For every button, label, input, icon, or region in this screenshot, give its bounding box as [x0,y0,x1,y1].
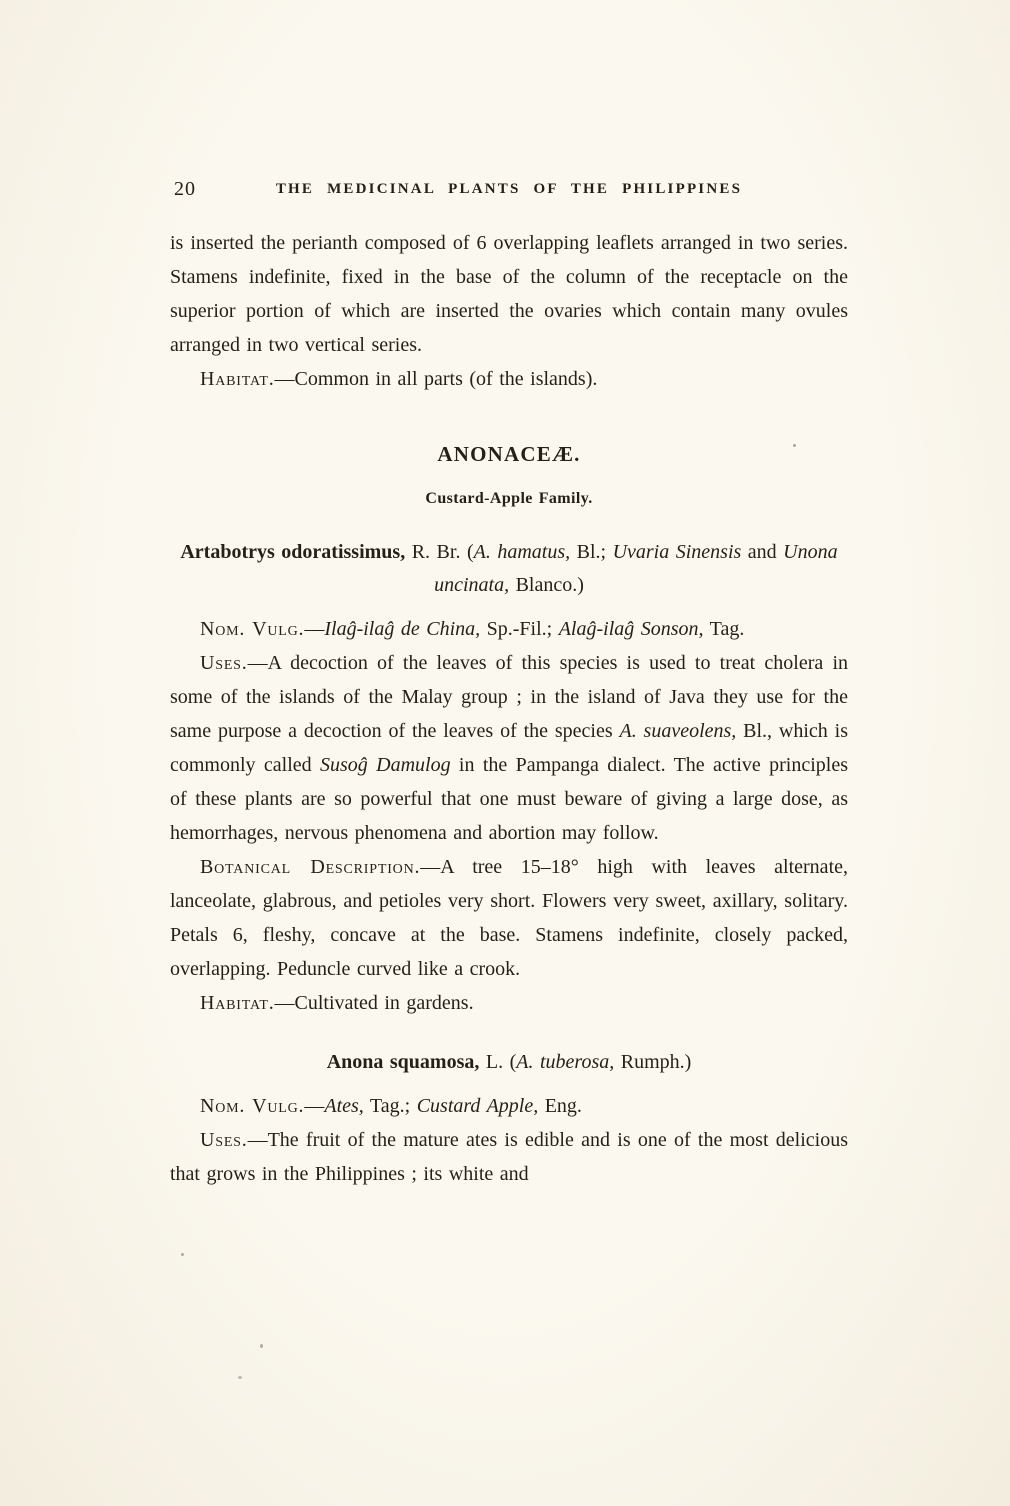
family-subheading: Custard-Apple Family. [425,490,593,507]
habitat-line-2: Habitat.—Cultivated in gardens. [200,992,474,1014]
family-heading: ANONACEÆ. [437,442,581,466]
page-header [170,178,848,208]
habitat-line-1: Habitat.—Common in all parts (of the islands). [200,368,598,390]
botanical-description-artabotrys: Botanical Description.—A tree 15–18° high with leaves alternate, lanceolate, glabrous, and petioles very short. Flowers very sweet, axillary, solitary. Petals 6, fleshy, concave at the base. Stamens indefinite, closely packed, overlapping. Peduncle curved like a crook. [170,856,848,980]
running-title: THE MEDICINAL PLANTS OF THE PHILIPPINES [275,181,743,197]
page-number: 20 [174,178,196,200]
text-body [170,226,848,1191]
species-heading-artabotrys: Artabotrys odoratissimus, R. Br. (A. hamatus, Bl.; Uvaria Sinensis and Unona uncinata, Blanco.) [180,541,838,596]
scan-artifact-dot [793,444,796,447]
scan-artifact-dot [181,1253,184,1256]
text-block [170,178,848,1191]
scan-artifact-dot [238,1376,242,1379]
uses-artabotrys: Uses.—A decoction of the leaves of this species is used to treat cholera in some of the islands of the Malay group ; in the island of Java they use for the same purpose a decoction of the leaves of the species A. suaveolens, Bl., which is commonly called Susoĝ Damulog in the Pampanga dialect. The active principles of these plants are so powerful that one must beware of giving a large dose, as hemorrhages, nervous phenomena and abortion may follow. [170,652,848,844]
uses-anona: Uses.—The fruit of the mature ates is edible and is one of the most delicious that grows in the Philippines ; its white and [170,1129,848,1185]
species-heading-anona: Anona squamosa, L. (A. tuberosa, Rumph.) [326,1051,692,1073]
nom-vulg-anona: Nom. Vulg.—Ates, Tag.; Custard Apple, Eng. [200,1095,582,1117]
scan-artifact-dot [260,1344,263,1348]
paragraph-perianth: is inserted the perianth composed of 6 overlapping leaflets arranged in two series. Stamens indefinite, fixed in the base of the column of the receptacle on the superior portion of which are inserted the ovaries which contain many ovules arranged in two vertical series. [170,232,848,356]
nom-vulg-artabotrys: Nom. Vulg.—Ilaĝ-ilaĝ de China, Sp.-Fil.; Alaĝ-ilaĝ Sonson, Tag. [200,618,745,640]
